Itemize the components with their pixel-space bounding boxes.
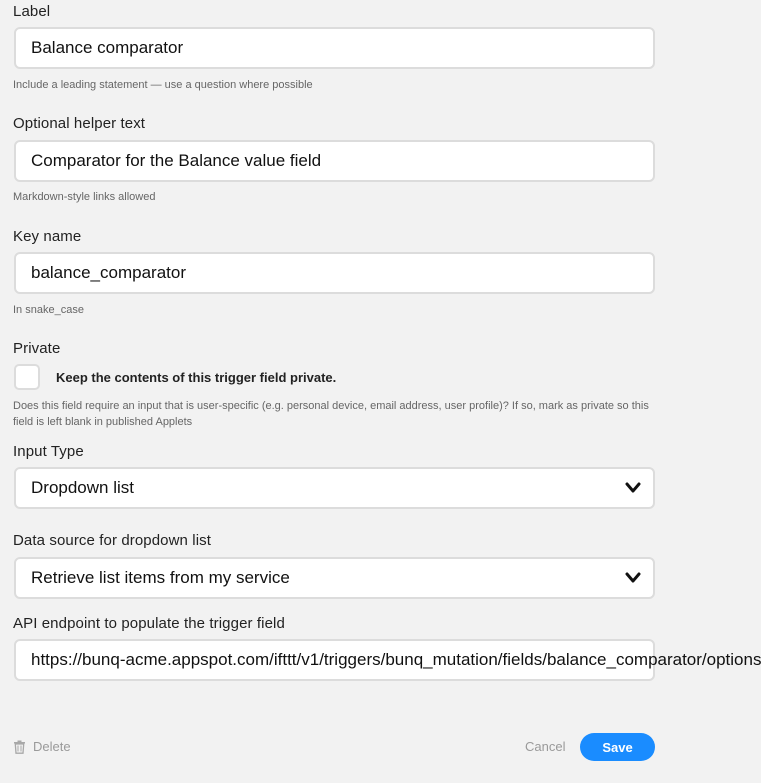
- chevron-down-icon: [625, 481, 641, 495]
- delete-button[interactable]: [13, 739, 71, 754]
- key-name-helper: In snake_case: [13, 304, 84, 316]
- cancel-button[interactable]: Cancel: [525, 739, 566, 754]
- private-helper: Does this field require an input that is user-specific (e.g. personal device, email address, user profile)? If so, mark as private so this field is left blank in published Applets: [13, 400, 649, 428]
- input-type-selected-value: Dropdown list: [31, 478, 134, 497]
- api-endpoint-input[interactable]: https://bunq-acme.appspot.com/ifttt/v1/triggers/bunq_mutation/fields/balance_comparator/options: [14, 639, 655, 681]
- data-source-select[interactable]: [14, 557, 655, 599]
- helper-text-input[interactable]: Comparator for the Balance value field: [14, 140, 655, 182]
- trash-icon: [13, 740, 26, 754]
- api-endpoint-field-title: API endpoint to populate the trigger field: [13, 615, 285, 632]
- save-button[interactable]: Save: [580, 733, 655, 761]
- private-field-title: Private: [13, 340, 61, 357]
- input-type-select[interactable]: [14, 467, 655, 509]
- data-source-field-title: Data source for dropdown list: [13, 532, 211, 549]
- chevron-down-icon: [625, 571, 641, 585]
- label-helper-text: Include a leading statement — use a question where possible: [13, 79, 313, 91]
- helper-text-helper: Markdown-style links allowed: [13, 191, 156, 203]
- label-field-title: Label: [13, 3, 51, 20]
- data-source-selected-value: Retrieve list items from my service: [31, 568, 290, 587]
- delete-label: Delete: [33, 739, 71, 754]
- private-checkbox-label[interactable]: Keep the contents of this trigger field private.: [56, 370, 337, 385]
- private-checkbox[interactable]: [14, 364, 40, 390]
- input-type-field-title: Input Type: [13, 443, 84, 460]
- helper-text-field-title: Optional helper text: [13, 115, 146, 132]
- key-name-field-title: Key name: [13, 228, 82, 245]
- key-name-input[interactable]: balance_comparator: [14, 252, 655, 294]
- label-input[interactable]: Balance comparator: [14, 27, 655, 69]
